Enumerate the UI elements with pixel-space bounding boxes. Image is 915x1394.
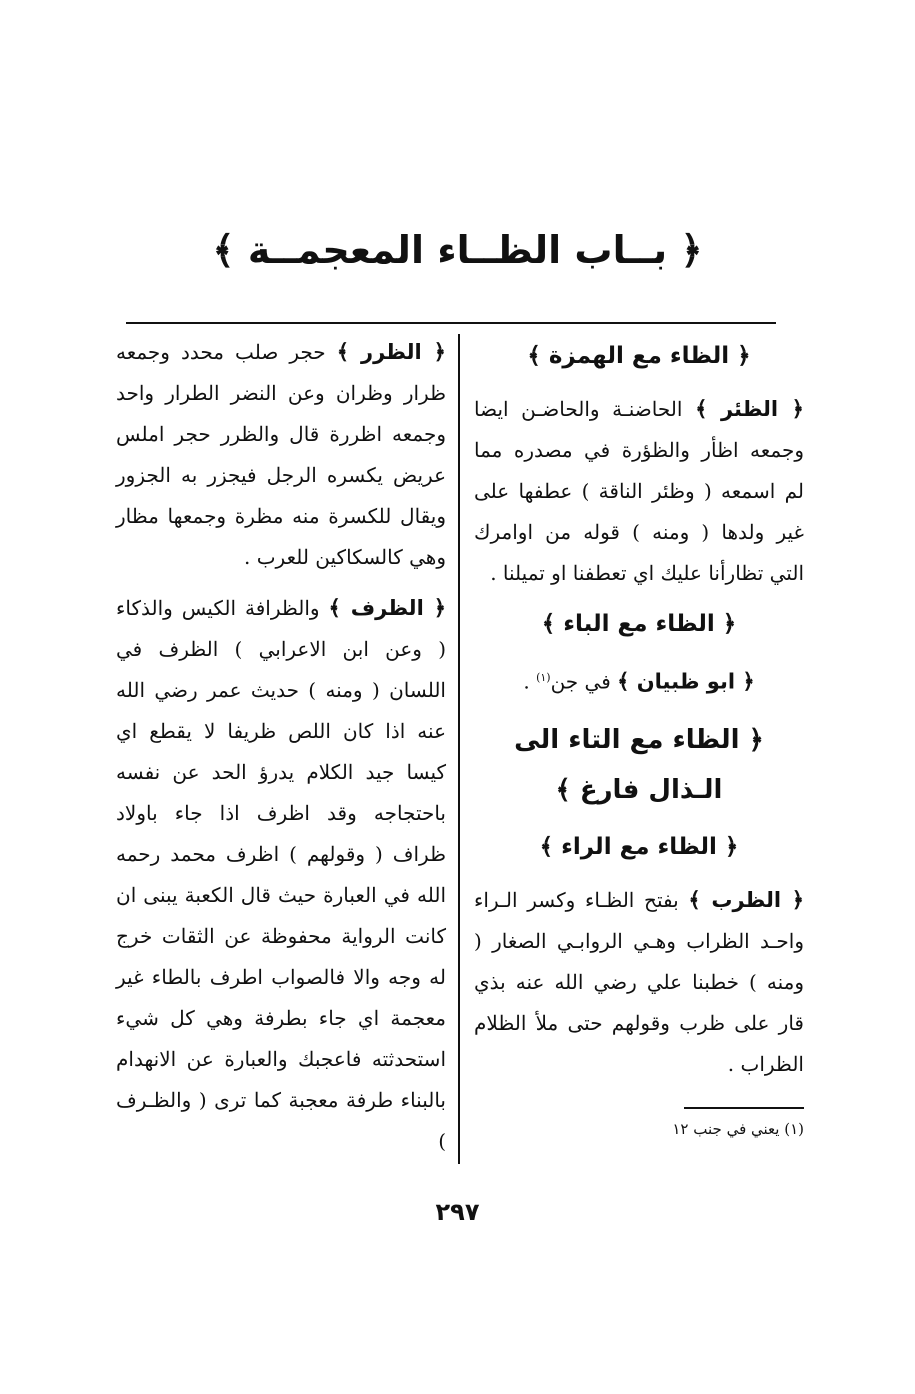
entry-keyword: ﴿ الظرب ﴾	[688, 887, 804, 912]
entry-zirr	[116, 332, 446, 578]
section-heading-ta-dhal: ﴿ الظاء مع التاء الى الـذال فارغ ﴾	[514, 724, 764, 805]
chapter-title: ﴿ بــاب الظــاء المعجمــة ﴾	[212, 228, 703, 272]
entry-zabyan	[474, 657, 804, 703]
page-number: ٢٩٧	[435, 1198, 480, 1226]
entry-text: بفتح الظـاء وكسر الـراء واحـد الظراب وهـي الروابـي الصغار ( ومنه ) خطبنا علي رضي الله عنه بذي قار على ظرب وقولهم حتى ملأ الظلام الظراب .	[474, 887, 804, 1076]
entry-text-end: .	[523, 669, 537, 694]
entry-text: الحاضنـة والحاضـن ايضا وجمعه اظأر والظؤرة في مصدره مما لم اسمعه ( وظئر الناقة ) عطفها على غير ولدها ( ومنه ) قوله من اوامرك التي تظارأنا عليك اي تعطفنا او تميلنا .	[474, 397, 804, 585]
column-divider	[458, 334, 460, 1164]
entry-keyword: ﴿ الظرر ﴾	[336, 340, 446, 364]
entry-keyword: ﴿ ابو ظبيان ﴾	[617, 669, 755, 694]
entry-zarib	[474, 880, 804, 1085]
top-rule	[126, 322, 776, 324]
entry-zi-r	[474, 389, 804, 594]
footnote: (١) يعني في جنب ١٢	[672, 1119, 804, 1138]
entry-text: والظرافة الكيس والذكاء ( وعن ابن الاعرابي ) الظرف في اللسان ( ومنه ) حديث عمر رضي الله عنه اذا كان اللص ظريفا لا يقطع اي كيسا جيد الكلام يدرؤ الحد عن نفسه باحتجاجه وقد اظرف اذا جاء باولاد ظراف ( وقولهم ) اظرف محمد رحمه الله في العبارة حيث قال الكعبة يبنى ان كانت الرواية محفوظة عن الثقات خرج له وجه والا فالصواب اطرف بالطاء غير معجمة اي جاء بطرفة وهي كل شيء استحدثته فاعجبك والعبارة عن الانهدام بالبناء طرفة معجبة كما ترى ( والظـرف )	[116, 596, 446, 1153]
entry-keyword: ﴿ الظرف ﴾	[328, 596, 446, 620]
entry-text: في جن	[550, 669, 611, 694]
entry-text: حجر صلب محدد وجمعه ظرار وظران وعن النضر الطرار واحد وجمعه اظررة قال والظرر حجر املس عريض يكسره الرجل فيجزر به الجزور ويقال للكسرة منه مظرة وجمعها مظار وهي كالسكاكين للعرب .	[116, 340, 446, 569]
section-heading-ra: ﴿ الظاء مع الراء ﴾	[539, 833, 739, 860]
section-heading-hamza: ﴿ الظاء مع الهمزة ﴾	[527, 343, 751, 369]
left-column	[116, 332, 446, 1172]
section-heading-ba: ﴿ الظاء مع الباء ﴾	[541, 611, 737, 637]
right-column	[474, 332, 804, 1141]
footnote-rule	[684, 1107, 804, 1109]
footnote-marker: (١)	[536, 671, 551, 684]
entry-keyword: ﴿ الظئر ﴾	[695, 397, 804, 421]
entry-zarf	[116, 588, 446, 1162]
